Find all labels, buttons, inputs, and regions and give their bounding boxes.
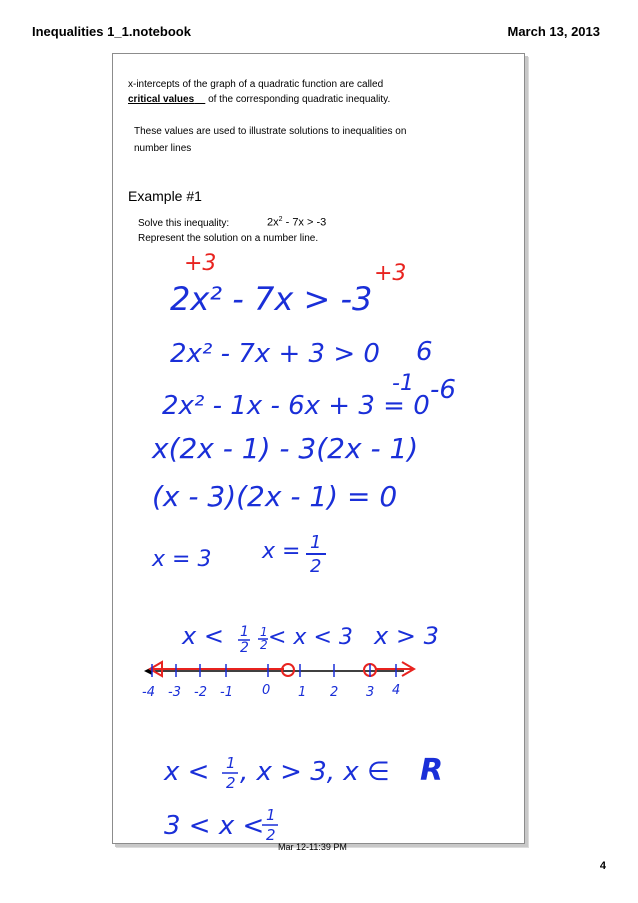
tick-label: 2 <box>330 685 339 700</box>
represent-instruction: Represent the solution on a number line. <box>138 233 319 244</box>
interval-left: x < <box>182 622 224 650</box>
work-line-5: (x - 3)(2x - 1) = 0 <box>152 480 398 513</box>
tick-label: 4 <box>392 683 401 698</box>
solve-label: Solve this inequality: <box>138 218 230 229</box>
svg-text:2: 2 <box>266 826 276 840</box>
notebook-title: Inequalities 1_1.notebook <box>32 24 191 39</box>
svg-text:2: 2 <box>226 774 236 792</box>
answer-line-1: x < <box>164 757 210 787</box>
svg-text:2: 2 <box>240 640 249 656</box>
factor-neg-six: -6 <box>430 375 456 405</box>
page-date: March 13, 2013 <box>507 24 600 39</box>
definition-line-1: x-intercepts of the graph of a quadratic function are called <box>128 79 384 90</box>
tick-label: 0 <box>262 683 271 698</box>
slide-timestamp: Mar 12-11:39 PM <box>278 842 347 852</box>
interval-middle: < x < 3 <box>268 625 353 650</box>
factor-neg-one: -1 <box>392 371 414 396</box>
critical-values-term: critical values <box>128 94 195 105</box>
tick-label: -3 <box>168 685 181 700</box>
root-half-numerator: 1 <box>310 532 322 553</box>
product-six: 6 <box>416 337 433 367</box>
definition-line-2-rest: of the corresponding quadratic inequality. <box>208 94 391 105</box>
plus-three-left: +3 <box>184 251 217 276</box>
definition-line-2 <box>128 93 390 107</box>
work-line-3: 2x² - 1x - 6x + 3 = 0 <box>162 391 430 421</box>
tick-label: 3 <box>366 685 375 700</box>
root-x-equals-3: x = 3 <box>152 547 212 572</box>
svg-text:1: 1 <box>226 754 236 772</box>
svg-text:1: 1 <box>240 624 249 640</box>
interval-right: x > 3 <box>374 622 439 650</box>
svg-text:1: 1 <box>266 806 276 824</box>
number-line <box>142 662 414 700</box>
handwritten-solution <box>112 250 525 840</box>
tick-label: 1 <box>298 685 307 700</box>
note-line-1: These values are used to illustrate solutions to inequalities on <box>134 126 407 137</box>
work-line-1: 2x² - 7x > -3 <box>170 280 373 318</box>
work-line-4: x(2x - 1) - 3(2x - 1) <box>152 432 419 465</box>
inequality-equation: $2x^2 - 7x > -3$ <box>267 216 327 229</box>
plus-three-right: +3 <box>374 261 407 286</box>
answer-line-2: 3 < x < <box>164 811 265 840</box>
note-line-2: number lines <box>134 143 192 154</box>
tick-label: -1 <box>220 685 233 700</box>
real-numbers-symbol: R <box>420 753 444 788</box>
root-half-denominator: 2 <box>310 556 322 577</box>
root-x-equals-half: x = <box>262 539 301 564</box>
work-line-2: 2x² - 7x + 3 > 0 <box>170 339 380 369</box>
svg-text:1: 1 <box>260 625 268 639</box>
svg-text:2: 2 <box>260 638 268 652</box>
page-number: 4 <box>599 860 606 872</box>
answer-line-1-rest: , x > 3, x ∈ <box>240 757 390 787</box>
tick-label: -4 <box>142 685 155 700</box>
example-title: Example #1 <box>128 188 202 204</box>
tick-label: -2 <box>194 685 207 700</box>
